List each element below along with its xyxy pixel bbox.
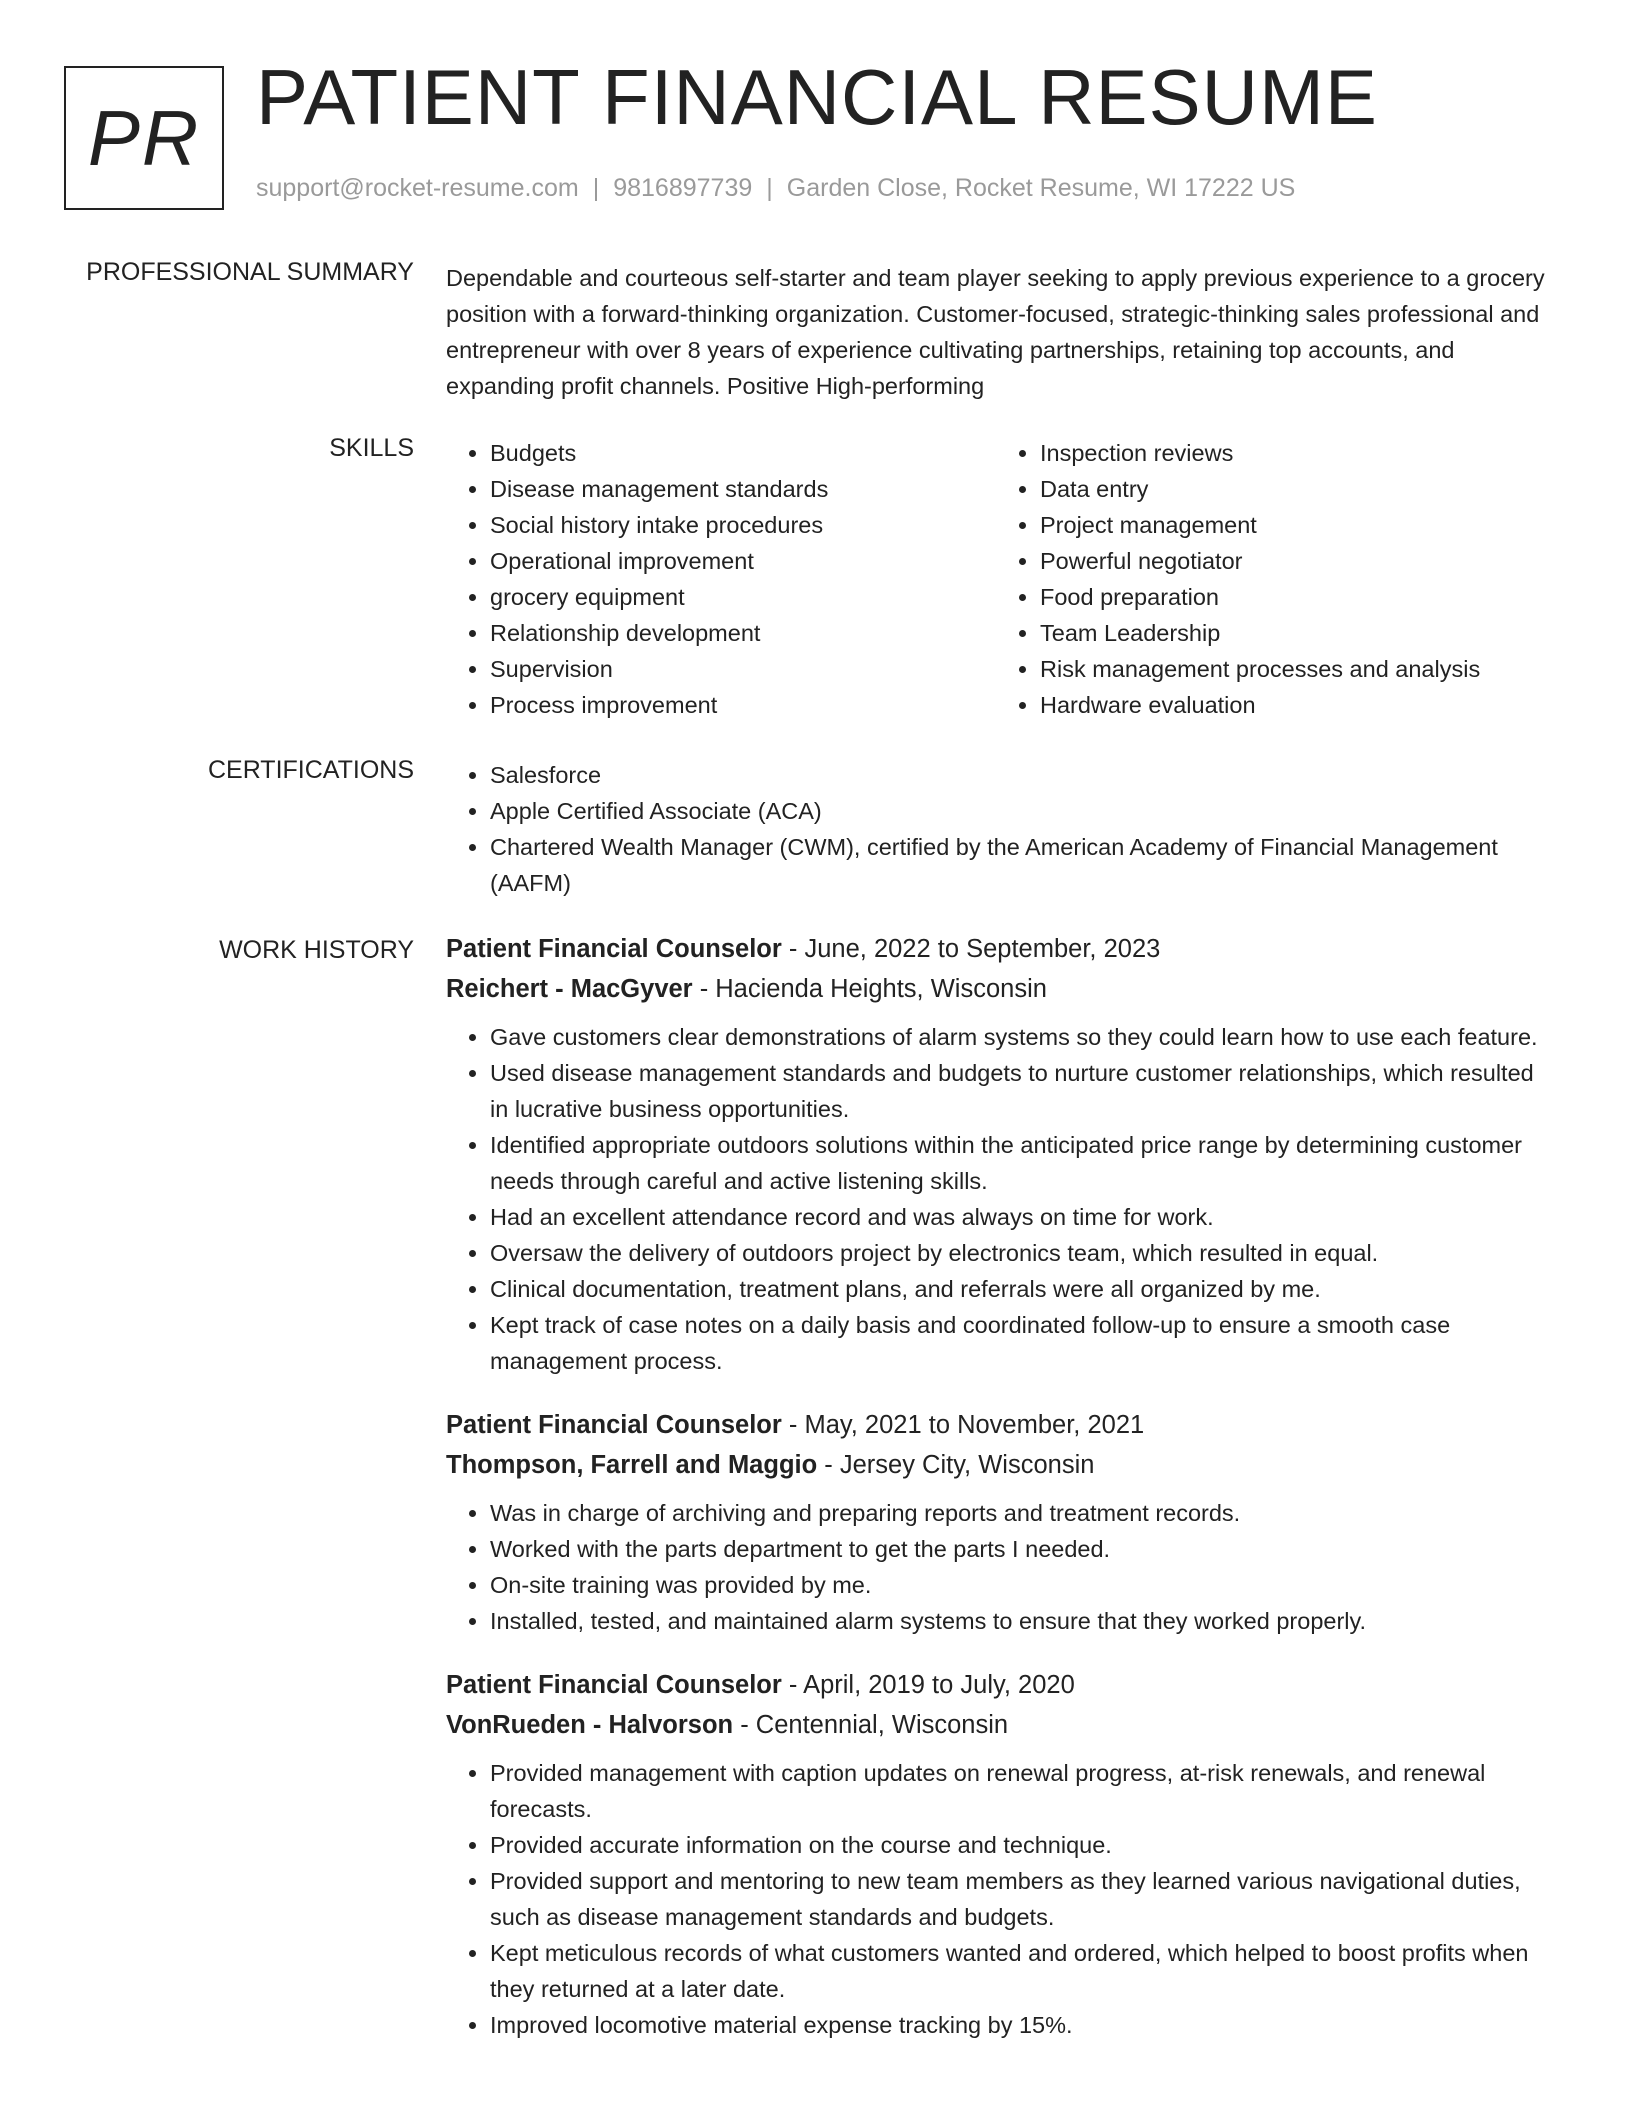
resume-title: PATIENT FINANCIAL RESUME [256,53,1378,141]
job-duty: • Kept track of case notes on a daily basis and coordinated follow-up to ensure a smooth case management process. [490,1307,1546,1379]
contact-address: Garden Close, Rocket Resume, WI 17222 US [786,174,1296,202]
skill-item: • Operational improvement [490,543,996,579]
certifications-body [446,757,1546,901]
job-duty: • Kept meticulous records of what customers wanted and ordered, which helped to boost profits when they returned at a later date. [490,1935,1546,2007]
skills-body [446,435,1546,723]
skill-item: • Risk management processes and analysis [1040,651,1546,687]
contact-separator: | [766,174,773,202]
job-dates: - June, 2022 to September, 2023 [781,935,1161,963]
job-duties [446,1019,1546,1379]
job-duty: • Identified appropriate outdoors solutions within the anticipated price range by determining customer needs through careful and active listening skills. [490,1127,1546,1199]
job-company: Thompson, Farrell and Maggio [446,1451,818,1479]
job-duty: • On-site training was provided by me. [490,1567,1546,1603]
certification-item: • Salesforce [490,757,1546,793]
summary-text: Dependable and courteous self-starter and team player seeking to apply previous experience to a grocery position with a forward-thinking organization. Customer-focused, strategic-thinking sales professional and entrepreneur with over 8 years of experience cultivating partnerships, retaining top accounts, and expanding profit channels. Positive High-performing [446,265,1545,399]
work-history-label: WORK HISTORY [219,936,414,964]
job-company-line [446,969,1546,1009]
contact-email: support@rocket-resume.com [256,174,579,202]
job-dates: - April, 2019 to July, 2020 [781,1671,1075,1699]
job-duty: • Was in charge of archiving and preparing reports and treatment records. [490,1495,1546,1531]
certification-item: • Apple Certified Associate (ACA) [490,793,1546,829]
contact-phone: 9816897739 [613,174,753,202]
skills-label: SKILLS [329,434,414,462]
job-entry [446,929,1546,1379]
skills-columns [446,435,1546,723]
job-duty: • Had an excellent attendance record and was always on time for work. [490,1199,1546,1235]
job-duty: • Worked with the parts department to get the parts I needed. [490,1531,1546,1567]
job-company-line [446,1705,1546,1745]
skill-item: • Hardware evaluation [1040,687,1546,723]
skill-item: • Powerful negotiator [1040,543,1546,579]
skill-item: • Supervision [490,651,996,687]
job-title: Patient Financial Counselor [446,935,782,963]
job-duty: • Clinical documentation, treatment plans, and referrals were all organized by me. [490,1271,1546,1307]
job-company: Reichert - MacGyver [446,975,693,1003]
skill-item: • Food preparation [1040,579,1546,615]
skills-list-left [446,435,996,723]
summary-label: PROFESSIONAL SUMMARY [86,258,414,286]
job-duty: • Used disease management standards and budgets to nurture customer relationships, which resulted in lucrative business opportunities. [490,1055,1546,1127]
job-company: VonRueden - Halvorson [446,1711,734,1739]
skill-item: • Process improvement [490,687,996,723]
job-location: - Hacienda Heights, Wisconsin [692,975,1047,1003]
job-duty: • Gave customers clear demonstrations of alarm systems so they could learn how to use each feature. [490,1019,1546,1055]
job-duties [446,1755,1546,2043]
certifications-list [446,757,1546,901]
job-duty: • Improved locomotive material expense tracking by 15%. [490,2007,1546,2043]
job-duties [446,1495,1546,1639]
job-duty: • Provided management with caption updates on renewal progress, at-risk renewals, and renewal forecasts. [490,1755,1546,1827]
certification-item: • Chartered Wealth Manager (CWM), certified by the American Academy of Financial Management (AAFM) [490,829,1546,901]
job-entry [446,1405,1546,1639]
skill-item: • Disease management standards [490,471,996,507]
job-title-line [446,929,1546,969]
job-entry [446,1665,1546,2043]
job-title: Patient Financial Counselor [446,1411,782,1439]
skill-item: • Relationship development [490,615,996,651]
job-location: - Jersey City, Wisconsin [817,1451,1095,1479]
job-duty: • Provided accurate information on the course and technique. [490,1827,1546,1863]
job-company-line [446,1445,1546,1485]
monogram-logo: PR [64,66,224,210]
job-duty: • Oversaw the delivery of outdoors project by electronics team, which resulted in equal. [490,1235,1546,1271]
skills-list-right [996,435,1546,723]
skill-item: • Team Leadership [1040,615,1546,651]
work-history-body [446,929,1546,2069]
job-dates: - May, 2021 to November, 2021 [781,1411,1145,1439]
skill-item: • Inspection reviews [1040,435,1546,471]
skill-item: • Social history intake procedures [490,507,996,543]
job-duty: • Installed, tested, and maintained alarm systems to ensure that they worked properly. [490,1603,1546,1639]
job-duty: • Provided support and mentoring to new team members as they learned various navigational duties, such as disease management standards and budgets. [490,1863,1546,1935]
contact-line [256,174,1295,203]
skill-item: • Data entry [1040,471,1546,507]
skill-item: • Project management [1040,507,1546,543]
contact-separator: | [592,174,600,202]
job-title-line [446,1665,1546,1705]
skill-item: • grocery equipment [490,579,996,615]
job-title: Patient Financial Counselor [446,1671,782,1699]
skill-item: • Budgets [490,435,996,471]
job-location: - Centennial, Wisconsin [733,1711,1009,1739]
job-title-line [446,1405,1546,1445]
certifications-label: CERTIFICATIONS [207,756,414,784]
